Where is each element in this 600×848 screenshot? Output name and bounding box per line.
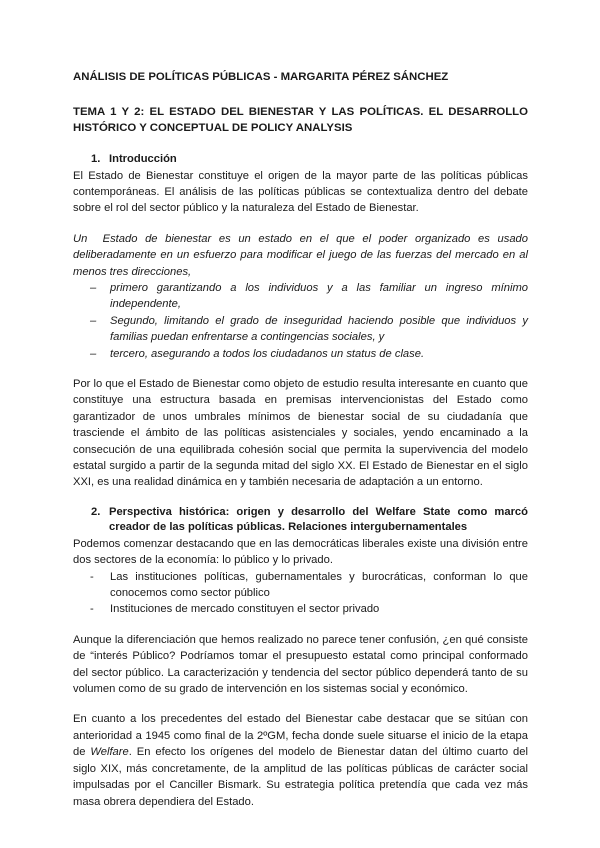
sector-list [73, 569, 528, 618]
list-item: - Las instituciones políticas, gubernamentales y burocráticas, conforman lo que conocemos como sector público [73, 569, 528, 602]
list-dash: - [90, 570, 94, 583]
section-2-paragraph-3: En cuanto a los precedentes del estado del Bienestar cabe destacar que se sitúan con anterioridad a 1945 como final de la 2ºGM, fecha donde suele situarse el inicio de la etapa de Welfare. En efecto los orígenes del modelo de Bienestar datan del último cuarto del siglo XIX, más concretamente, de la amplitud de las políticas públicas de carácter social impulsadas por el Canciller Bismark. Su estrategia política pretendía que cada vez más masa obrera dependiera del Estado. [73, 713, 528, 808]
section-2-paragraph: Podemos comenzar destacando que en las democráticas liberales existe una división entre dos sectores de la economía: lo público y lo privado. [73, 537, 528, 567]
quote-list [73, 280, 528, 362]
list-item: – tercero, asegurando a todos los ciudadanos un status de clase. [73, 346, 528, 362]
section-1-title: Introducción [109, 153, 177, 165]
document-header: ANÁLISIS DE POLÍTICAS PÚBLICAS - MARGARITA PÉREZ SÁNCHEZ [73, 71, 449, 83]
section-2-heading [73, 505, 528, 536]
welfare-term: Welfare [90, 746, 129, 759]
section-1-number: 1. [91, 153, 101, 165]
section-2-number: 2. [91, 505, 101, 518]
list-dash: - [90, 603, 94, 616]
section-2-paragraph-2: Aunque la diferenciación que hemos realizado no parece tener confusión, ¿en qué consiste de “interés Público? Podríamos tomar el presupuesto estatal como principal conformado del sector público. La caracterización y tendencia del sector público dependerá tanto de su volumen como de su grado de intervención en los sistemas social y económico. [73, 633, 528, 696]
list-dash: – [90, 347, 97, 360]
section-1-heading [73, 152, 528, 168]
list-item: – Segundo, limitando el grado de inseguridad haciendo posible que individuos y familias puedan enfrentarse a contingencias sociales, y [73, 313, 528, 346]
list-dash: – [90, 281, 97, 294]
section-1-closing-paragraph: Por lo que el Estado de Bienestar como objeto de estudio resulta interesante en cuanto que constituye una estructura basada en premisas intervencionistas del Estado como garantizador de unos umbrales mínimos de bienestar social de su ciudadanía que trasciende el ámbito de las políticas asistenciales y sociales, yendo encaminado a la consecución de una equilibrada cohesión social que permita la supervivencia del modelo estatal surgido a partir de la segunda mitad del siglo XX. El Estado de Bienestar en el siglo XXI, es una realidad dinámica en y también necesaria de adaptación a un entorno. [73, 377, 528, 489]
section-2-title: Perspectiva histórica: origen y desarrollo del Welfare State como marcó creador de las políticas públicas. Relaciones intergubernamentales [109, 505, 528, 534]
list-item: - Instituciones de mercado constituyen el sector privado [73, 601, 528, 617]
topic-title: TEMA 1 Y 2: EL ESTADO DEL BIENESTAR Y LAS POLÍTICAS. EL DESARROLLO HISTÓRICO Y CONCEPTUAL DE POLICY ANALYSIS [73, 106, 528, 134]
section-1-paragraph: El Estado de Bienestar constituye el origen de la mayor parte de las políticas públicas contemporáneas. El análisis de las políticas públicas se contextualiza dentro del debate sobre el rol del sector público y la naturaleza del Estado de Bienestar. [73, 169, 528, 215]
list-dash: – [90, 314, 97, 327]
quote-intro: Un Estado de bienestar es un estado en el que el poder organizado es usado deliberadamente en un esfuerzo para modificar el juego de las fuerzas del mercado en al menos tres direcciones, [73, 232, 532, 278]
list-item: – primero garantizando a los individuos y a las familiar un ingreso mínimo independente, [73, 280, 528, 313]
